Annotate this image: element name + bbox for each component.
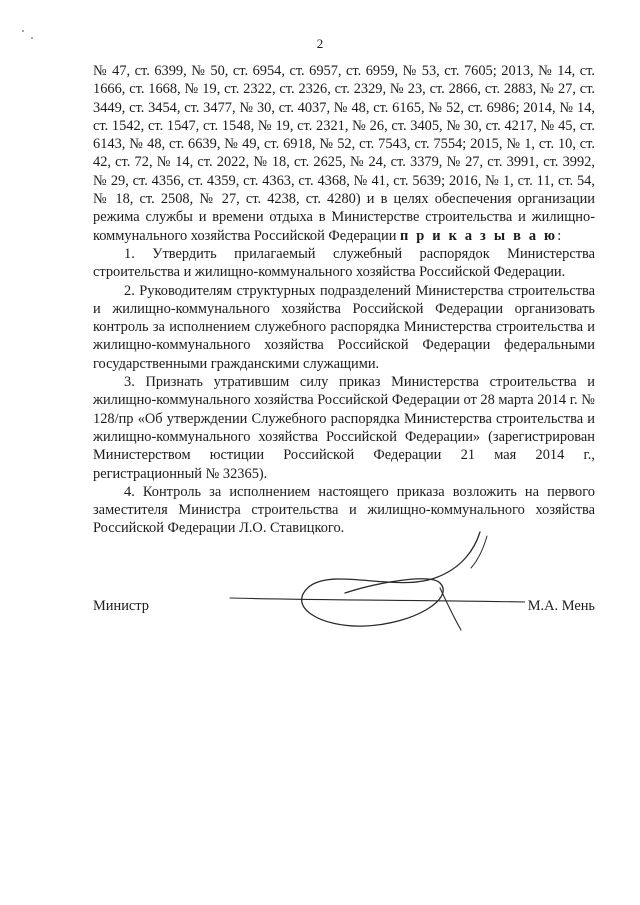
order-colon: : xyxy=(557,227,562,244)
signatory-name: М.А. Мень xyxy=(527,598,595,614)
preamble-final: хозяйства Российской Федерации xyxy=(190,227,397,244)
order-item-4: 4. Контроль за исполнением настоящего приказа возложить на первого заместителя Министра строительства и жилищно-коммунального хозяйства Российской Федерации Л.О. Ставицкого. xyxy=(93,483,595,537)
preamble-line: ст. 6986; 2014, № 14, ст. 1542, ст. 1547, ст. 1548, № 19, ст. 2321, № 26, xyxy=(93,99,595,134)
scan-speck xyxy=(22,30,24,32)
preamble-line: № 27, ст. 4238, ст. 4280) и в целях обеспечения организации режима службы xyxy=(93,191,595,226)
page-number: 2 xyxy=(316,36,324,51)
order-word: п р и к а з ы в а ю xyxy=(400,227,558,244)
preamble-line: № 47, ст. 6399, № 50, ст. 6954, ст. 6957, ст. 6959, № 53, ст. 7605; 2013, № 14, xyxy=(93,63,576,79)
preamble-line: № 27, ст. 3449, ст. 3454, ст. 3477, № 30, ст. 4037, № 48, ст. 6165, № 52, xyxy=(93,81,595,116)
order-item-1: 1. Утвердить прилагаемый служебный распорядок Министерства строительства и жилищно-коммунального хозяйства Российской Федерации. xyxy=(93,245,595,281)
signatory-title: Министр xyxy=(93,598,149,614)
order-item-2: 2. Руководителям структурных подразделений Министерства строительства и жилищно-коммунального хозяйства Российской Федерации организовать контроль за исполнением служебного распорядка Министерства строительства и жилищно-коммунального хозяйства Российской Федерации федеральными государственными гражданскими служащими. xyxy=(93,282,595,372)
preamble-line: ст. 7543, ст. 7554; 2015, № 1, ст. 10, ст. 42, ст. 72, № 14, ст. 2022, № 18, xyxy=(93,136,595,171)
preamble-line: ст. 4363, ст. 4368, № 41, ст. 5639; 2016, № 1, ст. 11, ст. 54, № 18, ст. 2508, xyxy=(93,172,595,208)
preamble-line: ст. 2625, № 24, ст. 3379, № 27, ст. 3991, ст. 3992, № 29, ст. 4356, ст. 4359, xyxy=(93,154,595,189)
preamble-line: и времени отдыха в Министерстве строительства и жилищно-коммунального xyxy=(93,209,595,244)
preamble-paragraph xyxy=(93,62,595,245)
document-body xyxy=(93,62,595,538)
handwritten-signature xyxy=(225,528,525,648)
order-item-3: 3. Признать утратившим силу приказ Министерства строительства и жилищно-коммунального хозяйства Российской Федерации от 28 марта 2014 г. № 128/пр «Об утверждении Служебного распорядка Министерства строительства и жилищно-коммунального хозяйства Российской Федерации» (зарегистрирован Министерством юстиции Российской Федерации 21 мая 2014 г., регистрационный № 32365). xyxy=(93,374,595,482)
preamble-line: ст. 3405, № 30, ст. 4217, № 45, ст. 6143, № 48, ст. 6639, № 49, ст. 6918, № 52, xyxy=(93,117,595,153)
preamble-line: ст. 1666, ст. 1668, № 19, ст. 2322, ст. 2326, ст. 2329, № 23, ст. 2866, ст. 2883, xyxy=(93,63,595,98)
